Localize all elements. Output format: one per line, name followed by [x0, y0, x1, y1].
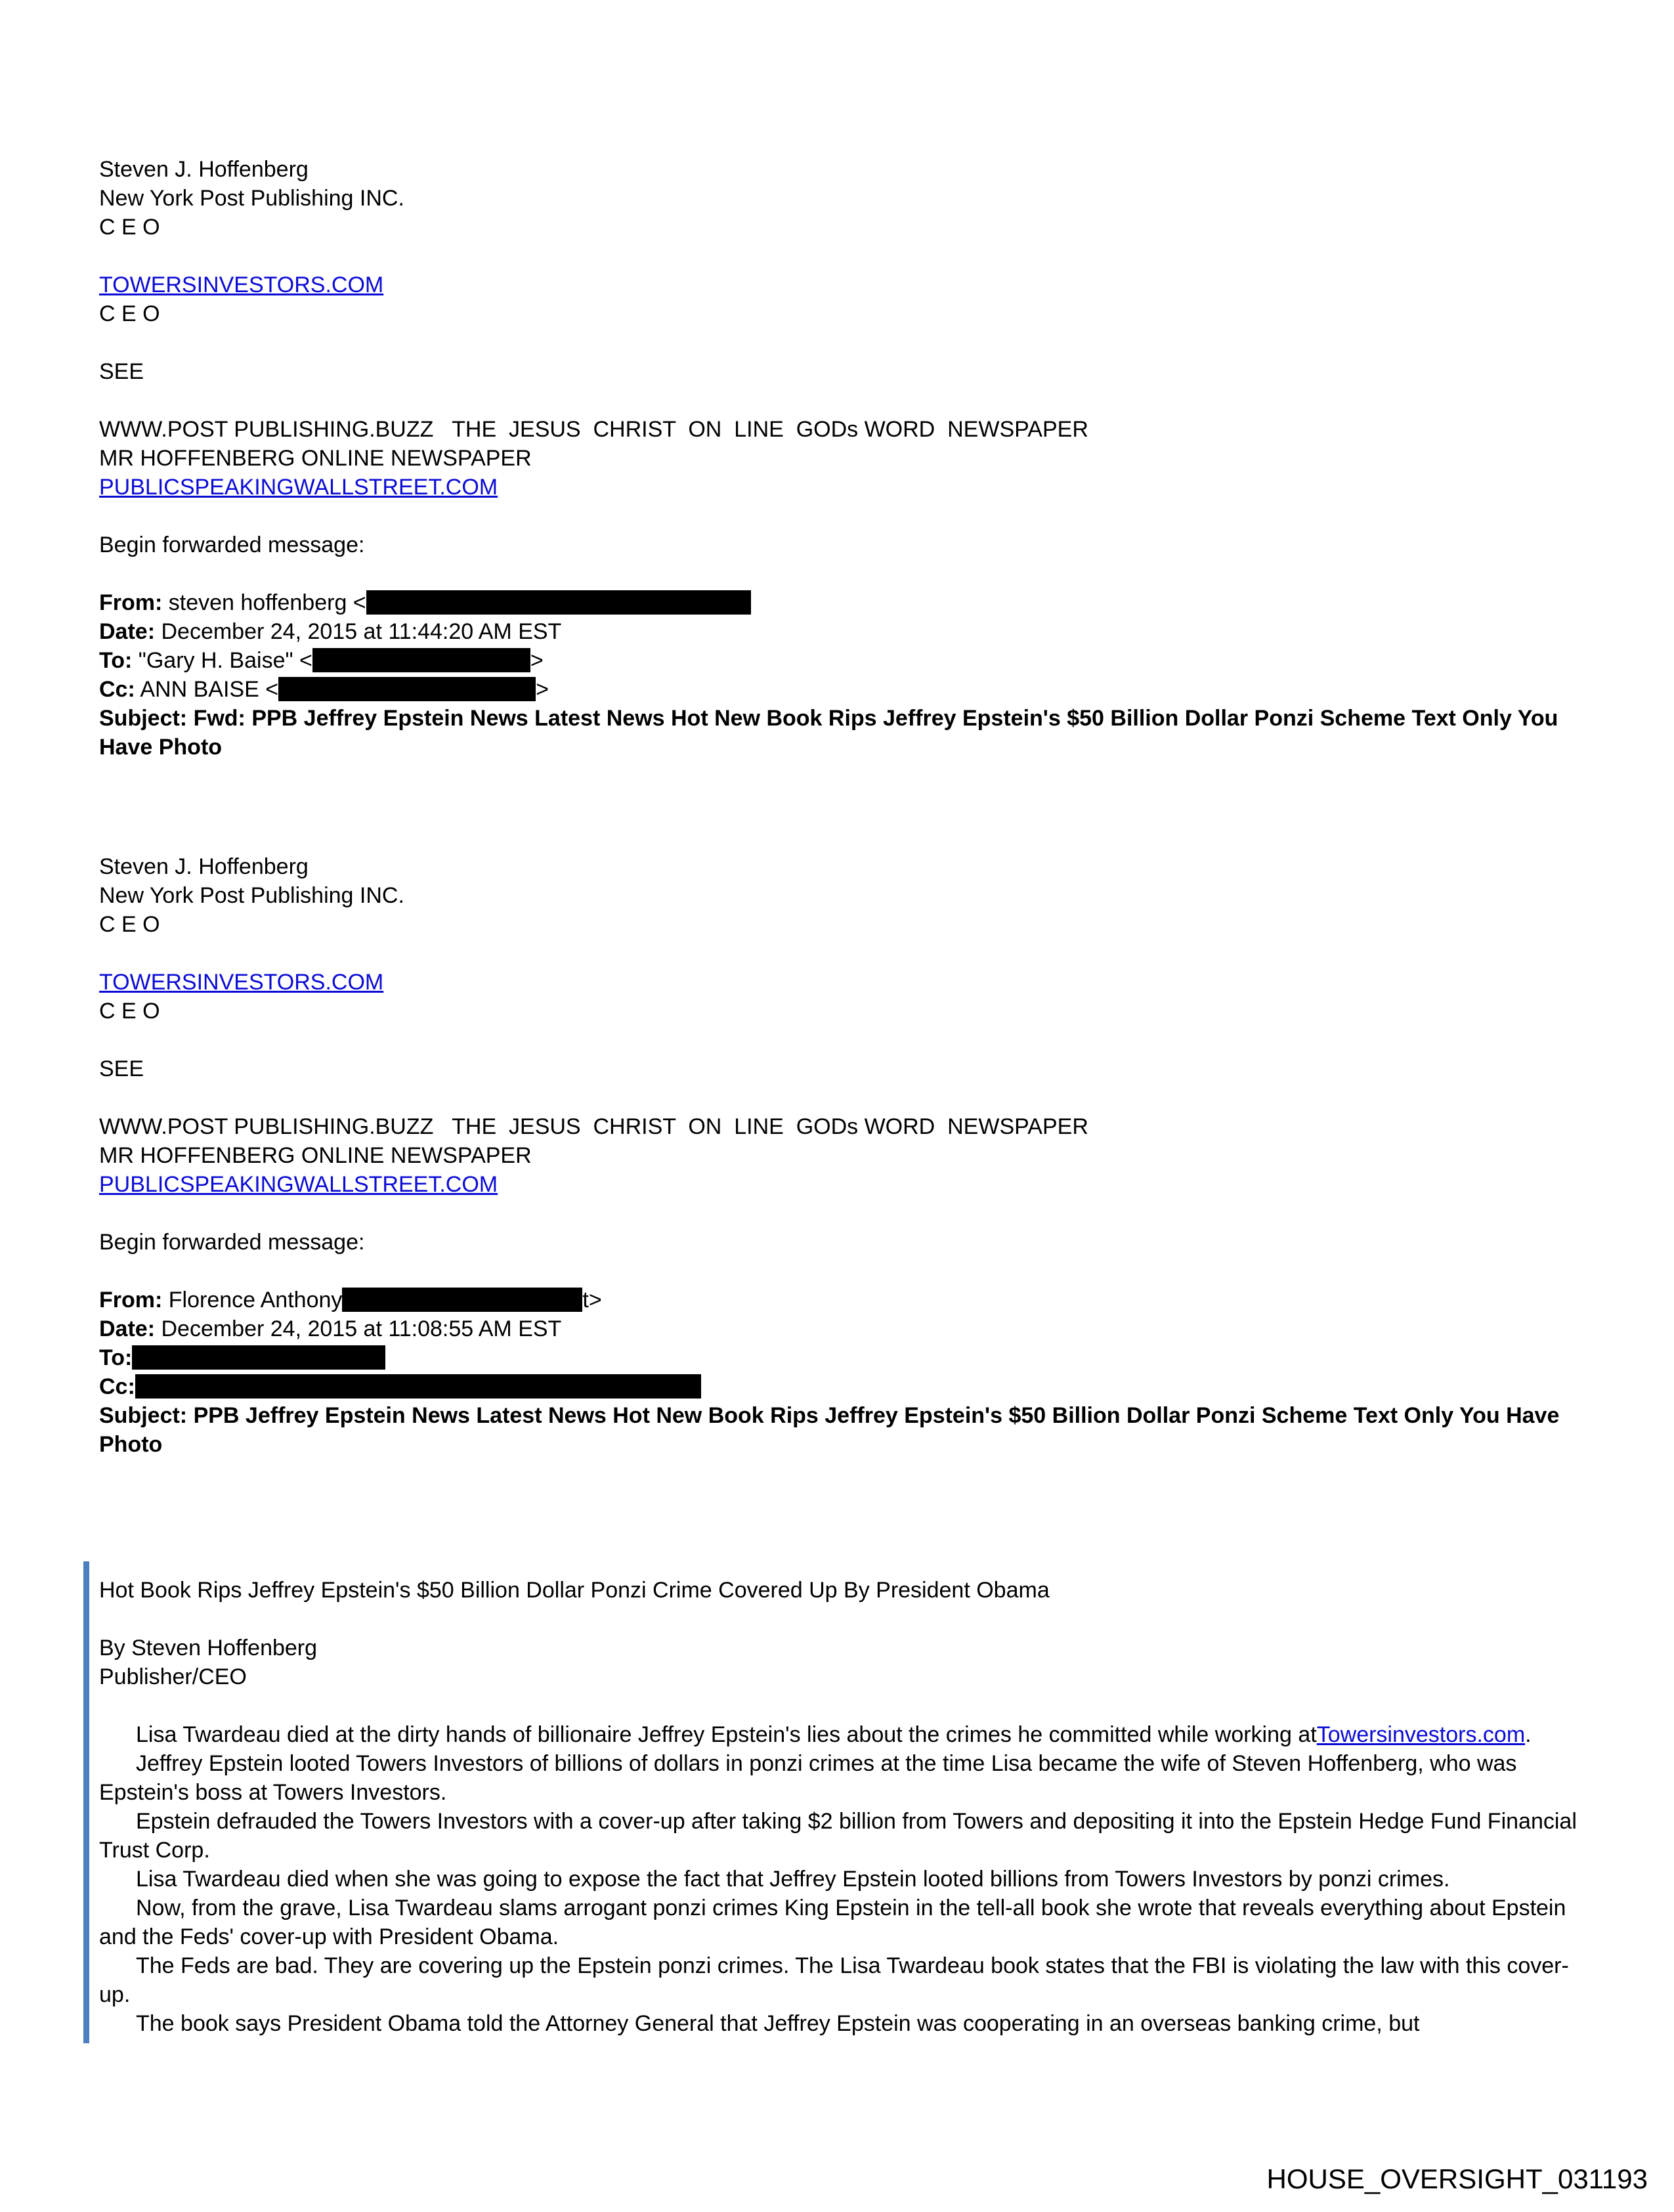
blank-line	[99, 1605, 1589, 1634]
date-label: Date:	[99, 619, 156, 644]
towers-link-line	[99, 271, 1589, 299]
to-after: >	[530, 648, 544, 673]
public-speaking-link-line	[99, 1170, 1589, 1199]
blank-line	[99, 1691, 1589, 1720]
blank-line	[99, 502, 1589, 531]
article-author-role: Publisher/CEO	[99, 1664, 247, 1689]
article-paragraph: Lisa Twardeau died when she was going to expose the fact that Jeffrey Epstein looted billions from Towers Investors by ponzi crimes.	[136, 1867, 1450, 1892]
redaction-bar	[278, 677, 536, 701]
blank-line	[99, 1026, 1589, 1054]
section-gap	[99, 762, 1589, 852]
to-label: To:	[99, 1345, 133, 1370]
blank-line	[99, 1083, 1589, 1112]
date-value: December 24, 2015 at 11:08:55 AM EST	[155, 1316, 562, 1341]
signature-block-1	[99, 155, 1589, 762]
sender-title: C E O	[99, 215, 160, 240]
date-line	[99, 617, 1589, 646]
sender-company: New York Post Publishing INC.	[99, 883, 404, 908]
to-line	[99, 646, 1589, 675]
redaction-bar	[135, 1374, 701, 1399]
blank-line	[99, 386, 1589, 415]
article-paragraph: Jeffrey Epstein looted Towers Investors of billions of dollars in ponzi crimes at the time Lisa became the wife of Steven Hoffenberg, who was Epstein's boss at Towers Investors.	[99, 1751, 1517, 1805]
section-gap	[99, 1459, 1589, 1561]
cc-after: >	[536, 677, 549, 702]
article-paragraph: Epstein defrauded the Towers Investors with a cover-up after taking $2 billion from Towers and depositing it into the Epstein Hedge Fund Financial Trust Corp.	[99, 1809, 1577, 1863]
sender-name: Steven J. Hoffenberg	[99, 854, 309, 879]
from-value: steven hoffenberg <	[162, 590, 366, 615]
blank-line	[99, 1257, 1589, 1286]
from-value: Florence Anthony	[162, 1288, 343, 1312]
sender-title: C E O	[99, 999, 160, 1024]
to-value: "Gary H. Baise" <	[132, 648, 312, 673]
begin-forwarded-message: Begin forwarded message:	[99, 532, 365, 557]
from-label: From:	[99, 590, 163, 615]
to-label: To:	[99, 648, 133, 673]
buzz-newspaper-line: WWW.POST PUBLISHING.BUZZ THE JESUS CHRIST ON LINE GODs WORD NEWSPAPER	[99, 1114, 1088, 1139]
buzz-newspaper-line: WWW.POST PUBLISHING.BUZZ THE JESUS CHRIST ON LINE GODs WORD NEWSPAPER	[99, 417, 1088, 442]
to-line	[99, 1343, 1589, 1372]
subject-label: Subject:	[99, 1403, 188, 1428]
redaction-bar	[342, 1288, 582, 1312]
subject-value: Fwd: PPB Jeffrey Epstein News Latest News Hot New Book Rips Jeffrey Epstein's $50 Billion Dollar Ponzi Scheme Text Only You Have Photo	[99, 706, 1558, 760]
blank-line	[99, 1199, 1589, 1228]
towers-link-line	[99, 968, 1589, 997]
bates-stamp: HOUSE_OVERSIGHT_031193	[1266, 2163, 1648, 2194]
see-label: SEE	[99, 359, 144, 384]
blank-line	[99, 559, 1589, 588]
sender-title: C E O	[99, 912, 160, 937]
article-paragraph: Now, from the grave, Lisa Twardeau slams arrogant ponzi crimes King Epstein in the tell-all book she wrote that reveals everything about Epstein and the Feds' cover-up with President Obama.	[99, 1896, 1566, 1949]
cc-value: ANN BAISE <	[135, 677, 279, 702]
date-label: Date:	[99, 1316, 156, 1341]
towersinvestors-link[interactable]: TOWERSINVESTORS.COM	[99, 272, 384, 297]
online-newspaper-line: MR HOFFENBERG ONLINE NEWSPAPER	[99, 446, 532, 471]
cc-label: Cc:	[99, 1374, 135, 1399]
towersinvestors-link[interactable]: TOWERSINVESTORS.COM	[99, 970, 384, 995]
online-newspaper-line: MR HOFFENBERG ONLINE NEWSPAPER	[99, 1143, 532, 1168]
publicspeaking-link[interactable]: PUBLICSPEAKINGWALLSTREET.COM	[99, 475, 498, 500]
sender-name: Steven J. Hoffenberg	[99, 157, 309, 182]
date-value: December 24, 2015 at 11:44:20 AM EST	[155, 619, 562, 644]
cc-line	[99, 1372, 1589, 1401]
article-paragraph: The book says President Obama told the Attorney General that Jeffrey Epstein was cooperating in an overseas banking crime, but	[136, 2011, 1420, 2036]
article-paragraph: The Feds are bad. They are covering up the Epstein ponzi crimes. The Lisa Twardeau book states that the FBI is violating the law with this cover-up.	[99, 1953, 1569, 2007]
quoted-message	[83, 1561, 1589, 2043]
redaction-bar	[366, 590, 751, 615]
blank-line	[99, 242, 1589, 271]
redaction-bar	[132, 1345, 385, 1370]
subject-line	[99, 704, 1589, 762]
from-label: From:	[99, 1288, 163, 1312]
date-line	[99, 1314, 1589, 1343]
subject-line	[99, 1401, 1589, 1459]
subject-value: PPB Jeffrey Epstein News Latest News Hot New Book Rips Jeffrey Epstein's $50 Billion Dollar Ponzi Scheme Text Only You Have Photo	[99, 1403, 1560, 1457]
paragraph-text: .	[1525, 1722, 1532, 1747]
article-byline: By Steven Hoffenberg	[99, 1636, 318, 1660]
sender-company: New York Post Publishing INC.	[99, 186, 404, 211]
sender-title: C E O	[99, 301, 160, 326]
signature-block-2	[99, 852, 1589, 1459]
cc-label: Cc:	[99, 677, 135, 702]
see-label: SEE	[99, 1056, 144, 1081]
blank-line	[99, 328, 1589, 357]
from-after: t>	[582, 1288, 602, 1312]
publicspeaking-link[interactable]: PUBLICSPEAKINGWALLSTREET.COM	[99, 1172, 498, 1197]
subject-label: Subject:	[99, 706, 188, 731]
from-line	[99, 588, 1589, 617]
paragraph-text: Lisa Twardeau died at the dirty hands of billionaire Jeffrey Epstein's lies about the crimes he committed while working at	[136, 1722, 1317, 1747]
from-line	[99, 1286, 1589, 1314]
article-paragraph	[99, 1720, 1589, 1749]
public-speaking-link-line	[99, 473, 1589, 502]
blank-line	[99, 939, 1589, 968]
redaction-bar	[312, 648, 530, 672]
cc-line	[99, 675, 1589, 704]
article-title: Hot Book Rips Jeffrey Epstein's $50 Billion Dollar Ponzi Crime Covered Up By President Obama	[99, 1578, 1050, 1603]
towersinvestors-body-link[interactable]: Towersinvestors.com	[1316, 1722, 1526, 1747]
begin-forwarded-message: Begin forwarded message:	[99, 1230, 365, 1255]
